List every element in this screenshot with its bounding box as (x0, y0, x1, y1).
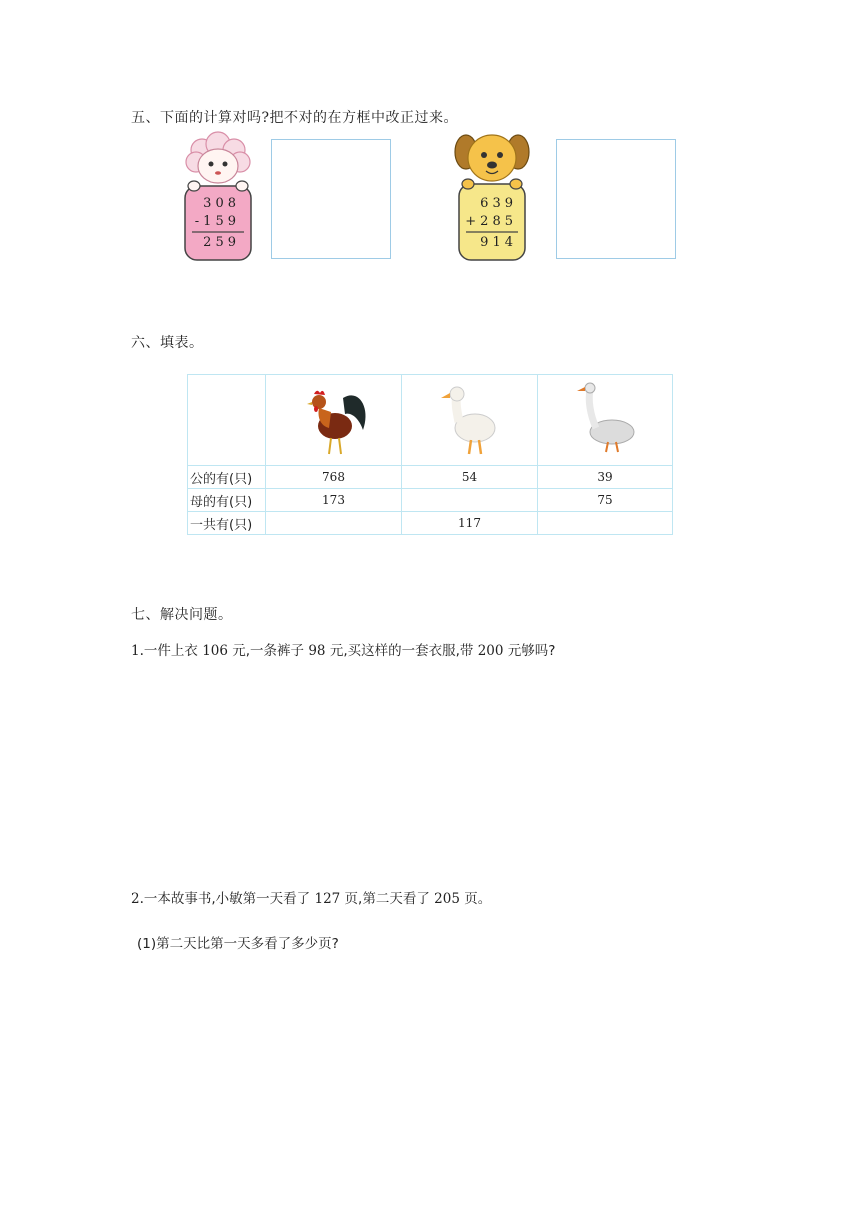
cell-duck-total: 117 (402, 512, 538, 535)
table-header-rooster (266, 375, 402, 466)
duck-icon (433, 378, 507, 460)
table-row (188, 466, 673, 489)
table-row (188, 489, 673, 512)
cell-duck-male: 54 (402, 466, 538, 489)
question-1-text-c: 元,买这样的一套衣服,带 (325, 643, 478, 659)
question-1 (131, 639, 555, 659)
question-1-text-d: 元够吗? (503, 643, 556, 659)
question-2-text-b: 页,第二天看了 (340, 891, 435, 907)
table-header-duck (402, 375, 538, 466)
cell-duck-female[interactable] (402, 489, 538, 512)
row-label-total: 一共有(只) (188, 512, 266, 535)
sheep-calc-row3: 259 (203, 235, 240, 250)
question-1-num-a: 106 (202, 643, 228, 659)
section-6-title: 六、填表。 (131, 335, 204, 351)
section-7-title: 七、解决问题。 (131, 607, 233, 623)
cell-goose-male: 39 (538, 466, 673, 489)
table-corner-cell (188, 375, 266, 466)
section-5-title: 五、下面的计算对吗?把不对的在方框中改正过来。 (131, 110, 459, 126)
cell-rooster-male: 768 (266, 466, 402, 489)
table-row (188, 512, 673, 535)
dog-calc-row2: +285 (465, 214, 517, 229)
question-2-number: 2. (131, 891, 144, 907)
question-2-sub-1: (1)第二天比第一天多看了多少页? (137, 936, 339, 952)
question-2-num-a: 127 (314, 891, 341, 907)
question-2 (131, 887, 491, 907)
question-2-num-b: 205 (434, 891, 460, 907)
question-1-text-b: 元,一条裤子 (227, 643, 309, 659)
rooster-icon (297, 378, 371, 460)
answer-box-1[interactable] (271, 139, 391, 259)
question-2-text-a: 一本故事书,小敏第一天看了 (143, 891, 315, 907)
table-header-goose (538, 375, 673, 466)
question-1-num-b: 98 (308, 643, 326, 659)
answer-box-2[interactable] (556, 139, 676, 259)
cell-rooster-total[interactable] (266, 512, 402, 535)
dog-calc-row3: 914 (480, 235, 517, 250)
fill-table (187, 374, 673, 535)
row-label-female: 母的有(只) (188, 489, 266, 512)
question-1-text-a: 一件上衣 (143, 643, 203, 659)
cell-rooster-female: 173 (266, 489, 402, 512)
sheep-calc-row1: 308 (203, 196, 240, 211)
cell-goose-female: 75 (538, 489, 673, 512)
cell-goose-total[interactable] (538, 512, 673, 535)
goose-icon (568, 378, 642, 460)
row-label-male: 公的有(只) (188, 466, 266, 489)
question-2-text-c: 页。 (459, 891, 492, 907)
question-1-num-c: 200 (477, 643, 504, 659)
sheep-calc-row2: -159 (194, 214, 240, 229)
dog-calc-row1: 639 (480, 196, 517, 211)
question-1-number: 1. (131, 643, 144, 659)
